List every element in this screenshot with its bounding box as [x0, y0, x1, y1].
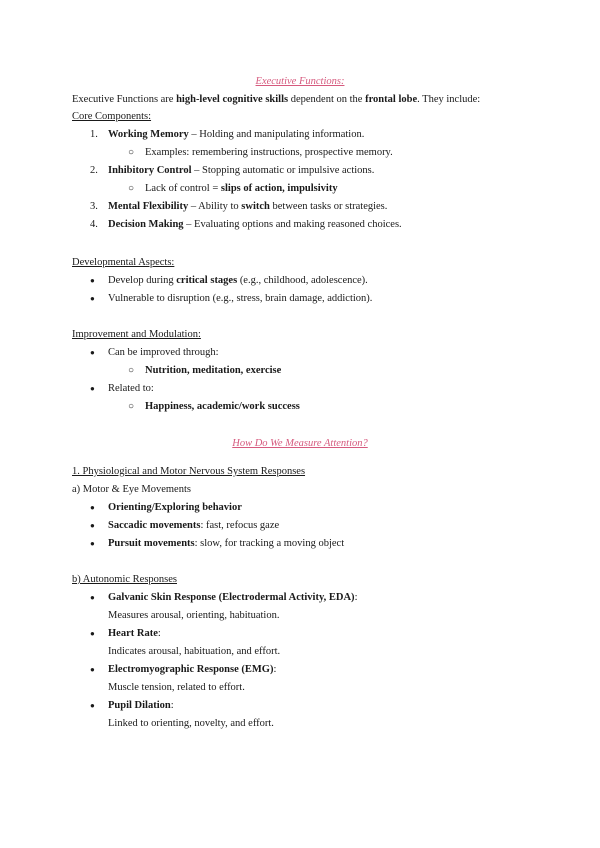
pursuit-item: Pursuit movements: slow, for tracking a moving object: [108, 538, 345, 549]
related-sub: Happiness, academic/work success: [145, 401, 300, 412]
bullet: ●: [90, 276, 95, 285]
subsection-b-heading: b) Autonomic Responses: [72, 574, 177, 585]
bullet: ●: [90, 521, 95, 530]
heart-rate-item: Heart Rate:: [108, 628, 161, 639]
bullet: ●: [90, 348, 95, 357]
exec-title: Executive Functions:: [255, 76, 345, 87]
bullet: ●: [90, 701, 95, 710]
gsr-item: Galvanic Skin Response (Electrodermal Activity, EDA):: [108, 592, 358, 603]
bullet: ●: [90, 384, 95, 393]
bullet: ●: [90, 629, 95, 638]
bullet: ●: [90, 503, 95, 512]
bullet: ●: [90, 294, 95, 303]
item-mental-flexibility: Mental Flexibility – Ability to switch between tasks or strategies.: [108, 201, 388, 212]
emg-item: Electromyographic Response (EMG):: [108, 664, 277, 675]
dev-item-critical-stages: Develop during critical stages (e.g., childhood, adolescence).: [108, 275, 368, 286]
pupil-item: Pupil Dilation:: [108, 700, 174, 711]
emg-desc: Muscle tension, related to effort.: [108, 682, 245, 693]
item-number: 1.: [90, 129, 98, 140]
core-components-heading: Core Components:: [72, 111, 152, 122]
improvement-item: Can be improved through:: [108, 347, 219, 358]
gsr-desc: Measures arousal, orienting, habituation.: [108, 610, 280, 621]
item-number: 4.: [90, 219, 98, 230]
circle-bullet: ○: [128, 147, 135, 158]
item-inhibitory-control: Inhibitory Control – Stopping automatic or impulsive actions.: [108, 165, 375, 176]
pupil-desc: Linked to orienting, novelty, and effort.: [108, 718, 274, 729]
bullet: ●: [90, 593, 95, 602]
exec-intro: Executive Functions are high-level cognitive skills dependent on the frontal lobe. They include:: [72, 94, 481, 105]
bullet: ●: [90, 539, 95, 548]
orienting-item: Orienting/Exploring behavior: [108, 502, 242, 513]
attention-title: How Do We Measure Attention?: [232, 438, 368, 449]
bullet: ●: [90, 665, 95, 674]
circle-bullet: ○: [128, 401, 135, 412]
related-item: Related to:: [108, 383, 154, 394]
item-decision-making: Decision Making – Evaluating options and making reasoned choices.: [108, 219, 402, 230]
working-memory-example: Examples: remembering instructions, prospective memory.: [145, 147, 393, 158]
circle-bullet: ○: [128, 365, 135, 376]
heart-rate-desc: Indicates arousal, habituation, and effort.: [108, 646, 281, 657]
circle-bullet: ○: [128, 183, 135, 194]
section-1-heading: 1. Physiological and Motor Nervous System Responses: [72, 466, 306, 477]
developmental-aspects-heading: Developmental Aspects:: [72, 257, 175, 268]
improvement-sub: Nutrition, meditation, exercise: [145, 365, 282, 376]
improvement-heading: Improvement and Modulation:: [72, 329, 201, 340]
saccadic-item: Saccadic movements: fast, refocus gaze: [108, 520, 280, 531]
item-working-memory: Working Memory – Holding and manipulating information.: [108, 129, 365, 140]
dev-item-vulnerable: Vulnerable to disruption (e.g., stress, brain damage, addiction).: [108, 293, 373, 304]
item-number: 2.: [90, 165, 98, 176]
subsection-a-heading: a) Motor & Eye Movements: [72, 484, 191, 495]
item-number: 3.: [90, 201, 98, 212]
inhibitory-control-sub: Lack of control = slips of action, impulsivity: [145, 183, 338, 194]
